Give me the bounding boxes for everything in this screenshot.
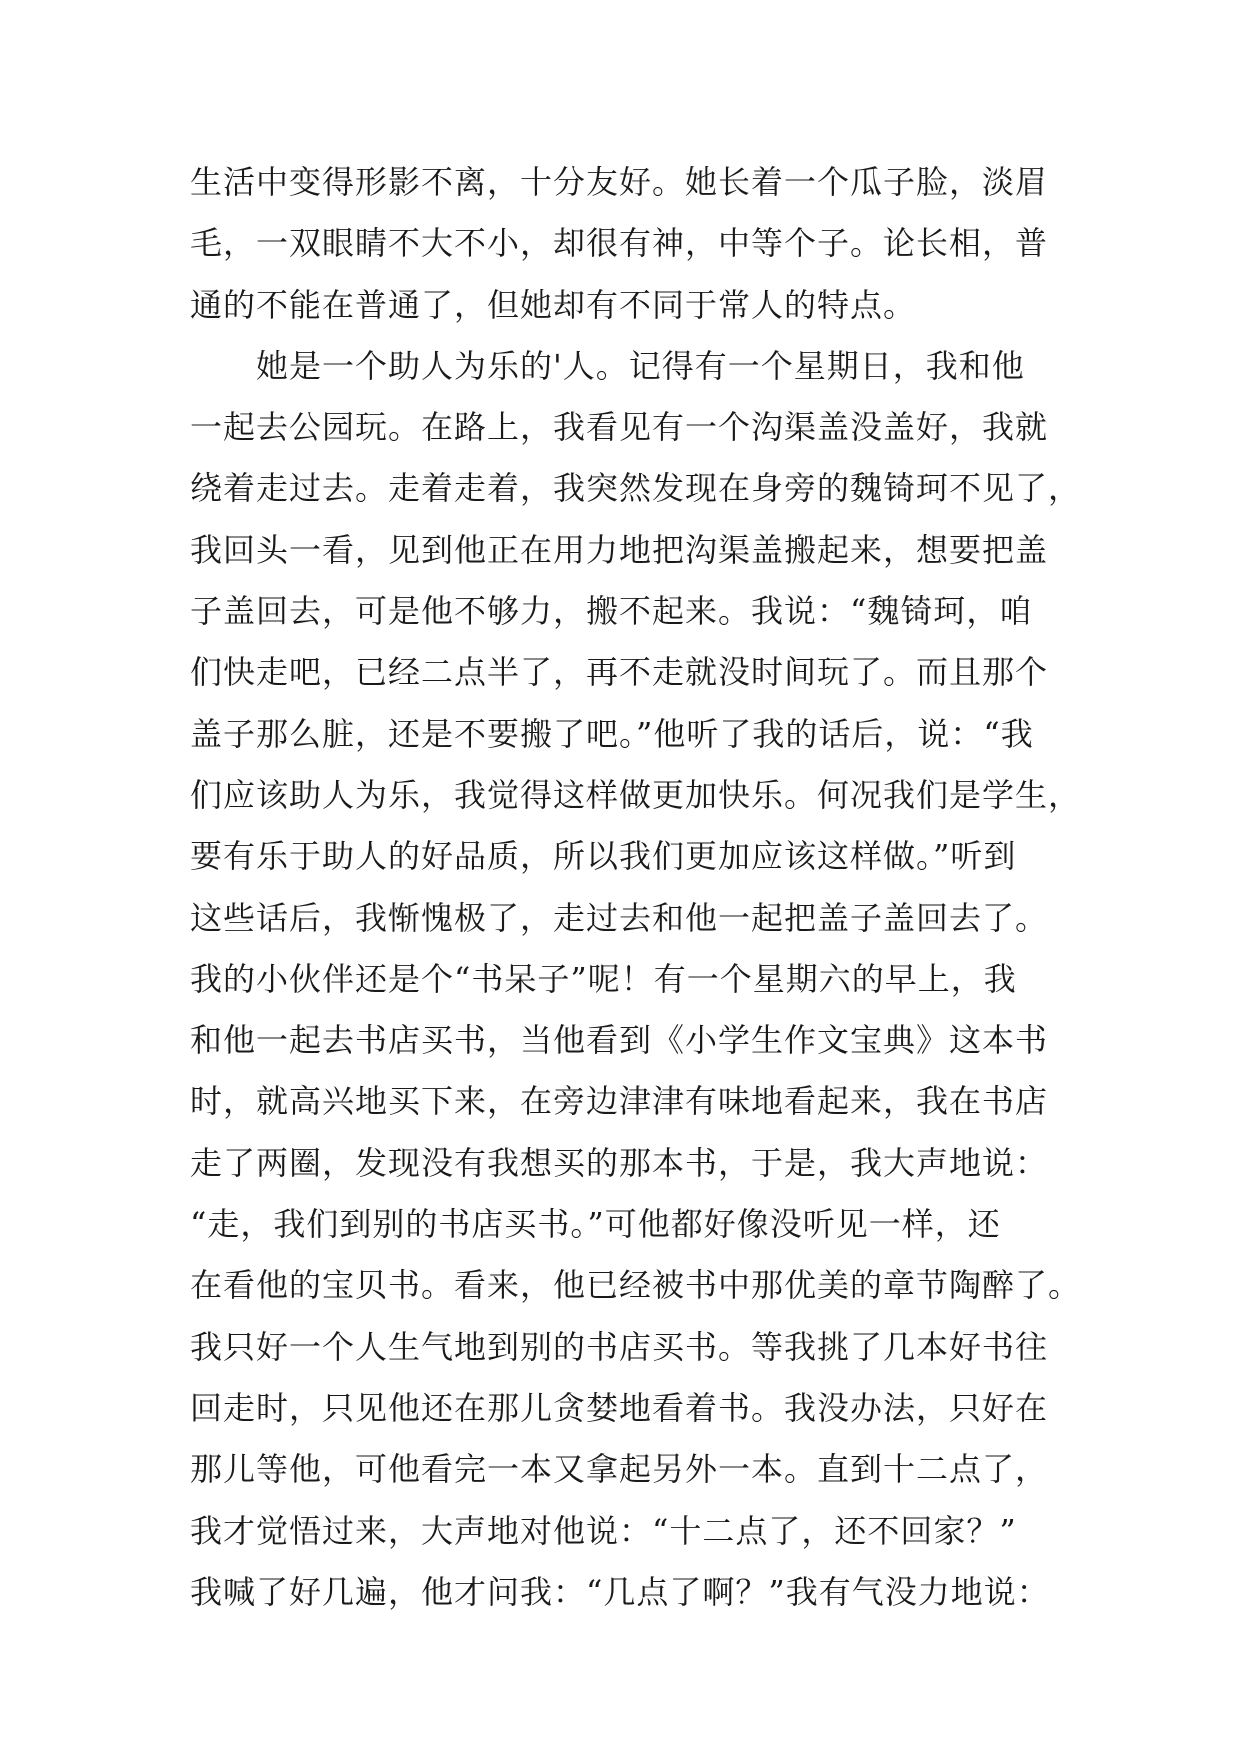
text-line: 我喊了好几遍，他才问我：“几点了啊？”我有气没力地说： bbox=[190, 1572, 1050, 1611]
text-line: 走了两圈，发现没有我想买的那本书，于是，我大声地说： bbox=[190, 1143, 1049, 1182]
text-line: 回走时，只见他还在那儿贪婪地看着书。我没办法，只好在 bbox=[190, 1388, 1049, 1427]
text-line: 要有乐于助人的好品质，所以我们更加应该这样做。”听到 bbox=[190, 837, 1017, 876]
text-line: “走，我们到别的书店买书。”可他都好像没听见一样，还 bbox=[190, 1205, 1001, 1244]
text-line: 们快走吧，已经二点半了，再不走就没时间玩了。而且那个 bbox=[190, 653, 1049, 692]
text-line: 这些话后，我惭愧极了，走过去和他一起把盖子盖回去了。 bbox=[190, 898, 1049, 937]
text-line: 时，就高兴地买下来，在旁边津津有味地看起来，我在书店 bbox=[190, 1082, 1049, 1121]
text-line: 生活中变得形影不离，十分友好。她长着一个瓜子脸，淡眉 bbox=[190, 163, 1049, 201]
text-line: 我只好一个人生气地到别的书店买书。等我挑了几本好书往 bbox=[190, 1327, 1049, 1366]
text-line: 盖子那么脏，还是不要搬了吧。”他听了我的话后，说：“我 bbox=[190, 714, 1034, 753]
text-line: 在看他的宝贝书。看来，他已经被书中那优美的章节陶醉了。 bbox=[190, 1266, 1082, 1305]
text-line: 她是一个助人为乐的'人。记得有一个星期日，我和他 bbox=[190, 346, 1025, 385]
text-line: 绕着走过去。走着走着，我突然发现在身旁的魏锜珂不见了， bbox=[190, 469, 1082, 508]
text-line: 一起去公园玩。在路上，我看见有一个沟渠盖没盖好，我就 bbox=[190, 408, 1049, 447]
text-line: 们应该助人为乐，我觉得这样做更加快乐。何况我们是学生， bbox=[190, 775, 1082, 814]
text-line: 那儿等他，可他看完一本又拿起另外一本。直到十二点了， bbox=[190, 1450, 1049, 1489]
text-line: 我回头一看，见到他正在用力地把沟渠盖搬起来，想要把盖 bbox=[190, 530, 1049, 569]
body-text bbox=[190, 152, 1090, 1623]
text-line: 通的不能在普通了，但她却有不同于常人的特点。 bbox=[190, 285, 917, 324]
text-line: 我才觉悟过来，大声地对他说：“十二点了，还不回家？” bbox=[190, 1511, 1017, 1550]
text-line: 子盖回去，可是他不够力，搬不起来。我说：“魏锜珂，咱 bbox=[190, 592, 1033, 631]
text-line: 和他一起去书店买书，当他看到《小学生作文宝典》这本书 bbox=[190, 1021, 1049, 1060]
text-line: 毛，一双眼睛不大不小，却很有神，中等个子。论长相，普 bbox=[190, 224, 1049, 263]
text-line: 我的小伙伴还是个“书呆子”呢！有一个星期六的早上，我 bbox=[190, 959, 1017, 998]
